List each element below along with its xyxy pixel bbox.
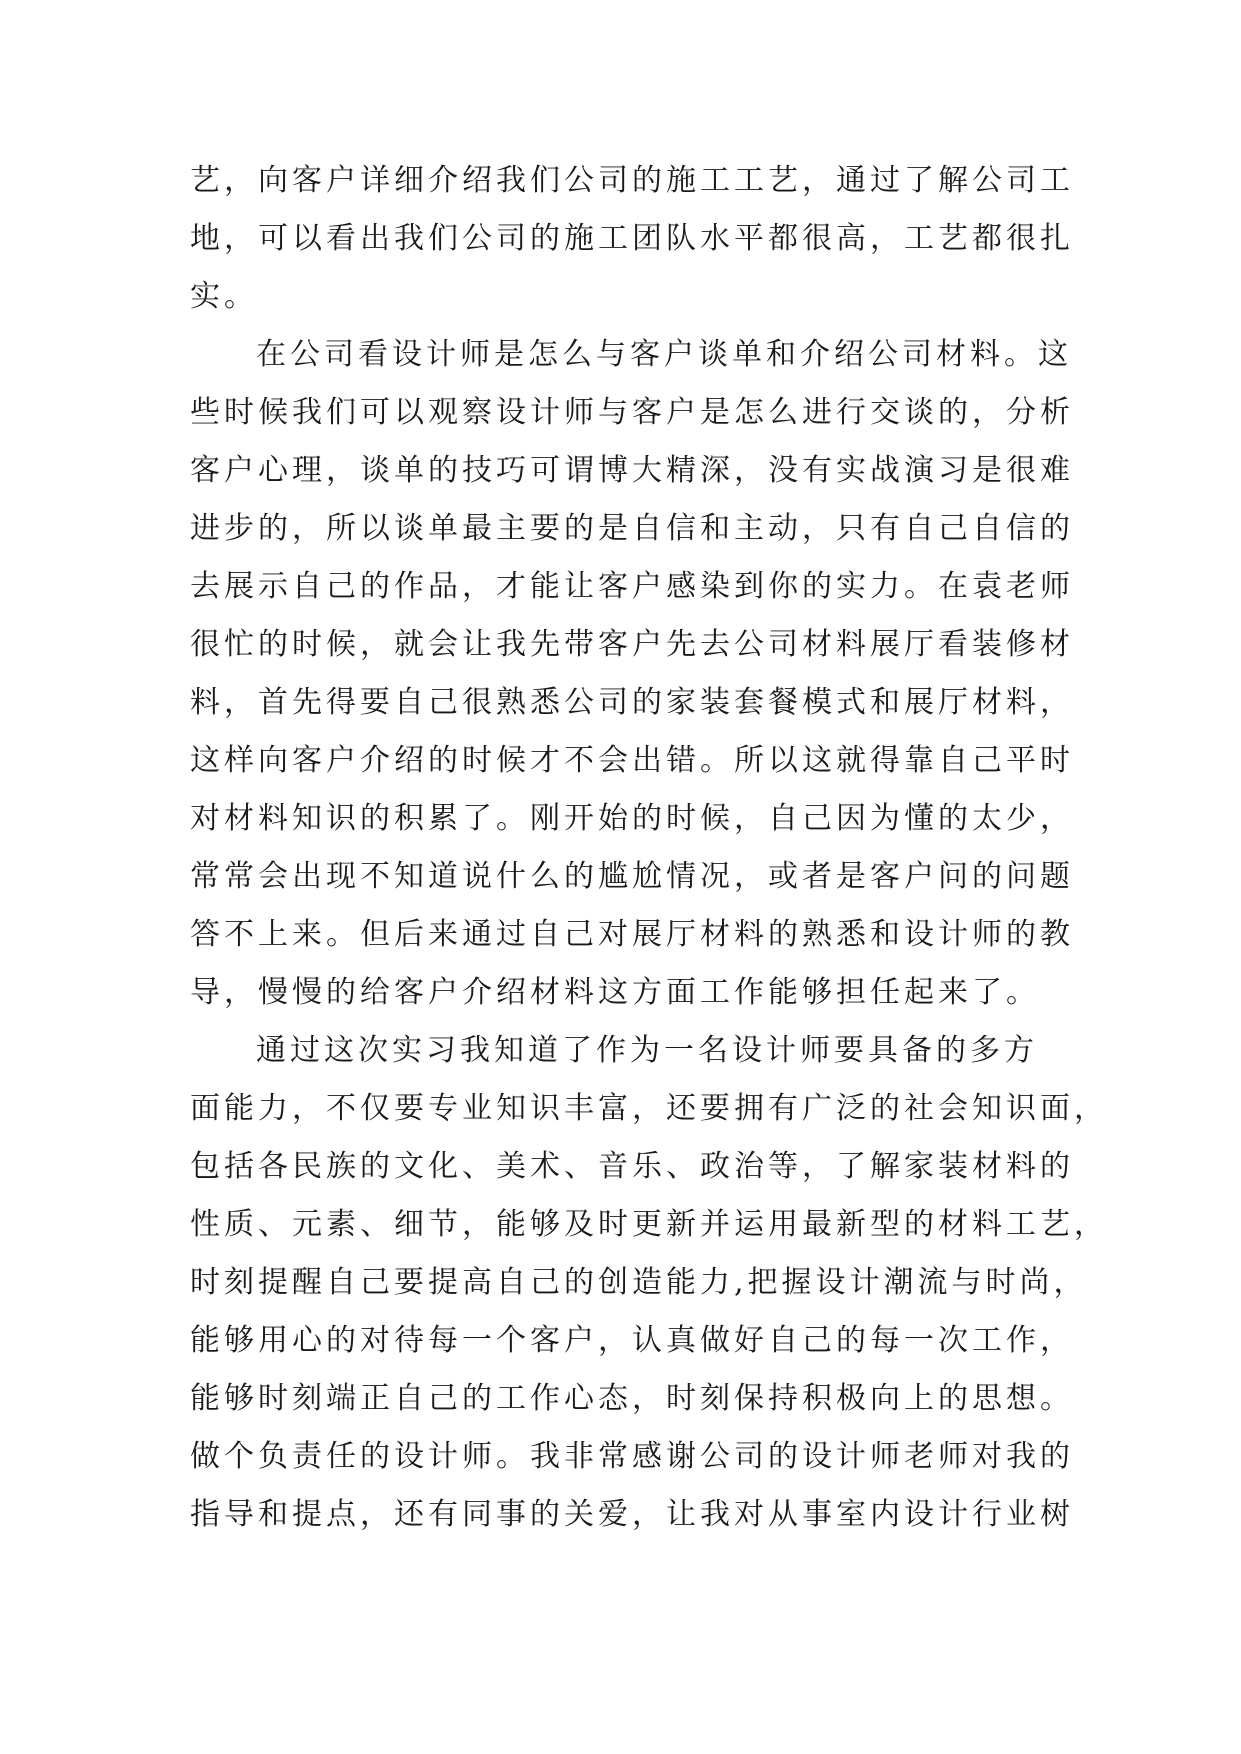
document-body <box>190 152 1108 1544</box>
text-line: 很忙的时候，就会让我先带客户先去公司材料展厅看装修材 <box>190 627 1074 662</box>
text-line: 地，可以看出我们公司的施工团队水平都很高，工艺都很扎 <box>190 221 1074 256</box>
text-line: 面能力，不仅要专业知识丰富，还要拥有广泛的社会知识面， <box>190 1091 1108 1126</box>
text-line: 性质、元素、细节，能够及时更新并运用最新型的材料工艺， <box>190 1207 1108 1242</box>
text-line: 客户心理，谈单的技巧可谓博大精深，没有实战演习是很难 <box>190 453 1074 488</box>
text-line: 做个负责任的设计师。我非常感谢公司的设计师老师对我的 <box>190 1439 1074 1474</box>
text-line: 包括各民族的文化、美术、音乐、政治等，了解家装材料的 <box>190 1149 1074 1184</box>
text-line: 导，慢慢的给客户介绍材料这方面工作能够担任起来了。 <box>190 975 1040 1010</box>
text-line: 进步的，所以谈单最主要的是自信和主动，只有自己自信的 <box>190 511 1074 546</box>
paragraph-3 <box>190 1022 1108 1544</box>
text-line: 指导和提点，还有同事的关爱，让我对从事室内设计行业树 <box>190 1497 1074 1532</box>
text-line: 艺，向客户详细介绍我们公司的施工工艺，通过了解公司工 <box>190 163 1074 198</box>
text-line: 时刻提醒自己要提高自己的创造能力,把握设计潮流与时尚， <box>190 1265 1088 1300</box>
text-line: 这样向客户介绍的时候才不会出错。所以这就得靠自己平时 <box>190 743 1074 778</box>
paragraph-2 <box>190 326 1074 1022</box>
text-line: 对材料知识的积累了。刚开始的时候，自己因为懂的太少， <box>190 801 1074 836</box>
text-line: 能够用心的对待每一个客户，认真做好自己的每一次工作， <box>190 1323 1074 1358</box>
text-line: 答不上来。但后来通过自己对展厅材料的熟悉和设计师的教 <box>190 917 1074 952</box>
text-line: 料，首先得要自己很熟悉公司的家装套餐模式和展厅材料， <box>190 685 1074 720</box>
text-line: 实。 <box>190 279 258 314</box>
paragraph-1 <box>190 152 1074 326</box>
text-line: 在公司看设计师是怎么与客户谈单和介绍公司材料。这 <box>256 337 1072 372</box>
text-line: 去展示自己的作品，才能让客户感染到你的实力。在袁老师 <box>190 569 1074 604</box>
text-line: 些时候我们可以观察设计师与客户是怎么进行交谈的，分析 <box>190 395 1074 430</box>
text-line: 通过这次实习我知道了作为一名设计师要具备的多方 <box>256 1033 1038 1068</box>
text-line: 常常会出现不知道说什么的尴尬情况，或者是客户问的问题 <box>190 859 1074 894</box>
text-line: 能够时刻端正自己的工作心态，时刻保持积极向上的思想。 <box>190 1381 1074 1416</box>
